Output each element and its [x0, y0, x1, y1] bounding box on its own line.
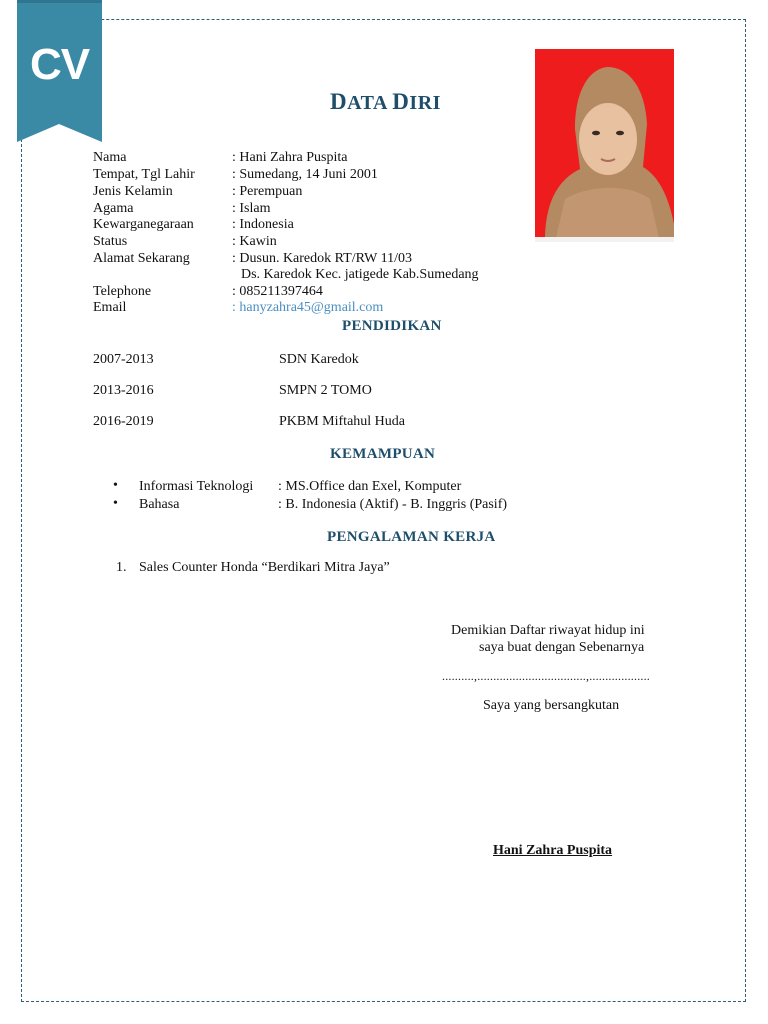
education-years: 2016-2019 — [93, 414, 154, 429]
page-title: DATA DIRI — [330, 89, 441, 114]
value-email[interactable]: : hanyzahra45@gmail.com — [232, 300, 384, 315]
cv-badge-label: CV — [29, 40, 90, 89]
closing-line-2: saya buat dengan Sebenarnya — [479, 640, 645, 655]
value-alamat-line2: Ds. Karedok Kec. jatigede Kab.Sumedang — [241, 267, 479, 282]
label-telephone: Telephone — [93, 284, 152, 299]
skill-value: : MS.Office dan Exel, Komputer — [278, 479, 462, 494]
label-kewarganegaraan: Kewarganegaraan — [93, 217, 194, 232]
education-years: 2007-2013 — [93, 352, 154, 367]
section-pendidikan: PENDIDIKAN — [342, 318, 442, 334]
value-nama: : Hani Zahra Puspita — [232, 150, 348, 165]
label-email: Email — [93, 300, 127, 315]
date-place-line: ..........,..................................,................... — [442, 669, 650, 683]
section-pengalaman-kerja: PENGALAMAN KERJA — [327, 529, 496, 545]
closing-line-3: Saya yang bersangkutan — [483, 698, 620, 713]
experience-number: 1. — [116, 560, 127, 575]
section-kemampuan: KEMAMPUAN — [330, 446, 436, 462]
value-jenis-kelamin: : Perempuan — [232, 184, 303, 199]
cv-badge — [17, 0, 102, 142]
value-telephone: : 085211397464 — [232, 284, 323, 299]
skill-label: Bahasa — [139, 497, 180, 512]
label-alamat: Alamat Sekarang — [93, 251, 190, 266]
education-school: SDN Karedok — [279, 352, 359, 367]
education-years: 2013-2016 — [93, 383, 154, 398]
label-status: Status — [93, 234, 128, 249]
education-school: PKBM Miftahul Huda — [279, 414, 405, 429]
value-kewarganegaraan: : Indonesia — [232, 217, 294, 232]
experience-item: Sales Counter Honda “Berdikari Mitra Jaya” — [139, 560, 390, 575]
label-jenis-kelamin: Jenis Kelamin — [93, 184, 173, 199]
value-agama: : Islam — [232, 201, 271, 216]
profile-photo — [535, 49, 674, 242]
value-status: : Kawin — [232, 234, 277, 249]
education-school: SMPN 2 TOMO — [279, 383, 372, 398]
skill-value: : B. Indonesia (Aktif) - B. Inggris (Pasif) — [278, 497, 508, 512]
bullet-icon: • — [113, 478, 118, 493]
bullet-icon: • — [113, 496, 118, 511]
label-nama: Nama — [93, 150, 127, 165]
value-ttl: : Sumedang, 14 Juni 2001 — [232, 167, 378, 182]
label-ttl: Tempat, Tgl Lahir — [93, 167, 195, 182]
label-agama: Agama — [93, 201, 134, 216]
value-alamat: : Dusun. Karedok RT/RW 11/03 — [232, 251, 412, 266]
signature-name: Hani Zahra Puspita — [493, 843, 613, 858]
closing-line-1: Demikian Daftar riwayat hidup ini — [451, 623, 645, 638]
skill-label: Informasi Teknologi — [139, 479, 254, 494]
